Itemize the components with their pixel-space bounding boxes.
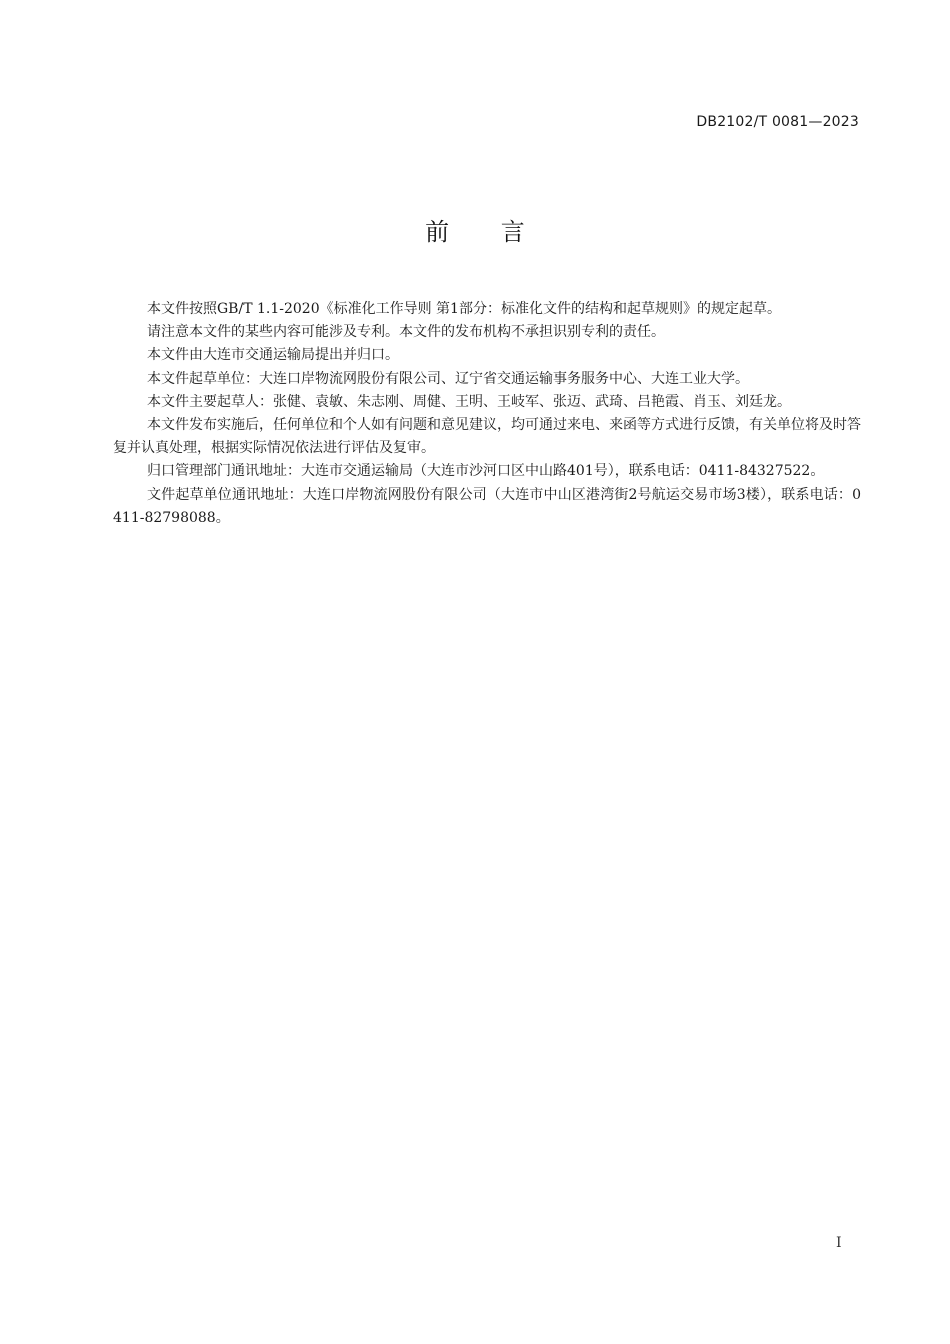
page-number: I (836, 1235, 842, 1251)
foreword-body (113, 298, 861, 530)
paragraph-drafting-units: 本文件起草单位：大连口岸物流网股份有限公司、辽宁省交通运输事务服务中心、大连工业大学。 (147, 370, 749, 387)
paragraph-authority-contact: 归口管理部门通讯地址：大连市交通运输局（大连市沙河口区中山路401号），联系电话：0411-84327522。 (147, 463, 825, 480)
paragraph-patent-notice: 请注意本文件的某些内容可能涉及专利。本文件的发布机构不承担识别专利的责任。 (147, 324, 665, 341)
paragraph-drafters: 本文件主要起草人：张健、袁敏、朱志刚、周健、王明、王岐军、张迈、武琦、吕艳霞、肖玉、刘廷龙。 (147, 393, 791, 410)
paragraph-proposer: 本文件由大连市交通运输局提出并归口。 (147, 347, 399, 364)
document-code: DB2102/T 0081—2023 (696, 114, 859, 130)
paragraph-drafting-rules: 本文件按照GB/T 1.1-2020《标准化工作导则 第1部分：标准化文件的结构和起草规则》的规定起草。 (147, 301, 781, 317)
paragraph-drafter-contact: 文件起草单位通讯地址：大连口岸物流网股份有限公司（大连市中山区港湾街2号航运交易市场3楼），联系电话：0411-82798088。 (113, 486, 861, 526)
paragraph-feedback: 本文件发布实施后，任何单位和个人如有问题和意见建议，均可通过来电、来函等方式进行反馈，有关单位将及时答复并认真处理，根据实际情况依法进行评估及复审。 (113, 417, 861, 457)
page-title: 前 言 (425, 218, 547, 246)
